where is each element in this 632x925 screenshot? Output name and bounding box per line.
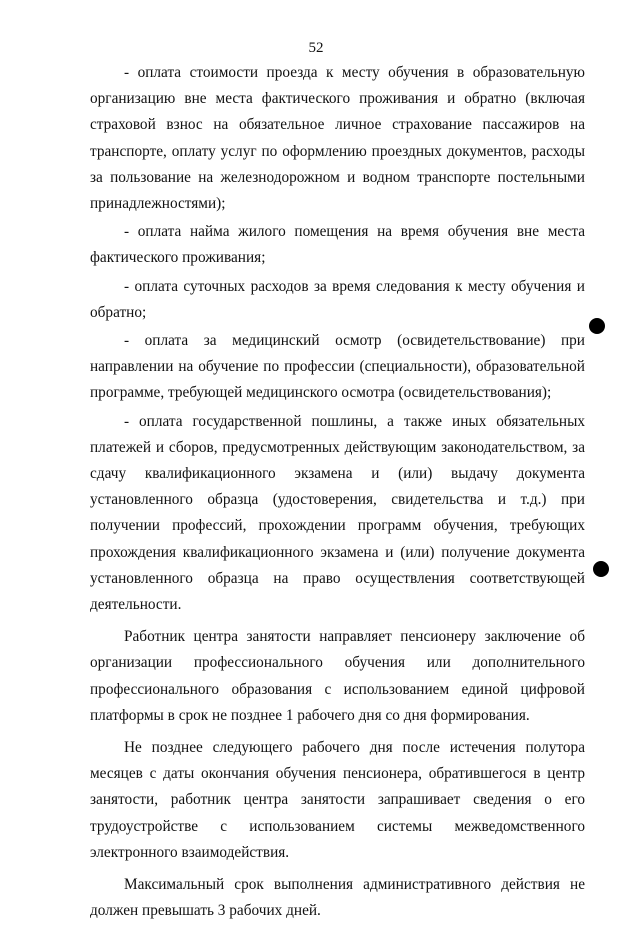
paragraph-conclusion-referral: Работник центра занятости направляет пенсионеру заключение об организации профессионального обучения или дополнительного профессионального образования с использованием единой цифровой платформы в срок не позднее 1 рабочего дня со дня формирования.	[90, 628, 585, 724]
list-item-housing-costs: - оплата найма жилого помещения на время обучения вне места фактического проживания;	[90, 223, 585, 267]
paragraph-max-deadline: Максимальный срок выполнения административного действия не должен превышать 3 рабочих дней.	[90, 876, 585, 920]
punch-hole-mark	[589, 318, 605, 334]
list-item-travel-costs: - оплата стоимости проезда к месту обучения в образовательную организацию вне места фактического проживания и обратно (включая страховой взнос на обязательное личное страхование пассажиров на транспорте, оплату услуг по оформлению проездных документов, расходы за пользование на железнодорожном и водном транспорте постельными принадлежностями);	[90, 64, 585, 213]
list-item-medical-exam: - оплата за медицинский осмотр (освидетельствование) при направлении на обучение по профессии (специальности), образовательной программе, требующей медицинского осмотра (освидетельствования);	[90, 332, 585, 402]
paragraph-employment-inquiry: Не позднее следующего рабочего дня после истечения полутора месяцев с даты окончания обучения пенсионера, обратившегося в центр занятости, работник центра занятости запрашивает сведения о его трудоустройстве с использованием системы межведомственного электронного взаимодействия.	[90, 739, 585, 861]
list-item-daily-allowance: - оплата суточных расходов за время следования к месту обучения и обратно;	[90, 277, 585, 321]
list-item-state-duty: - оплата государственной пошлины, а также иных обязательных платежей и сборов, предусмотренных действующим законодательством, за сдачу квалификационного экзамена и (или) выдачу документа установленного образца (удостоверения, свидетельства и т.д.) при получении профессий, прохождении программ обучения, требующих прохождения квалификационного экзамена и (или) получение документа установленного образца на право осуществления соответствующей деятельности.	[90, 412, 585, 614]
punch-hole-mark	[593, 561, 609, 577]
document-body	[90, 60, 585, 925]
page-number: 52	[308, 40, 324, 56]
